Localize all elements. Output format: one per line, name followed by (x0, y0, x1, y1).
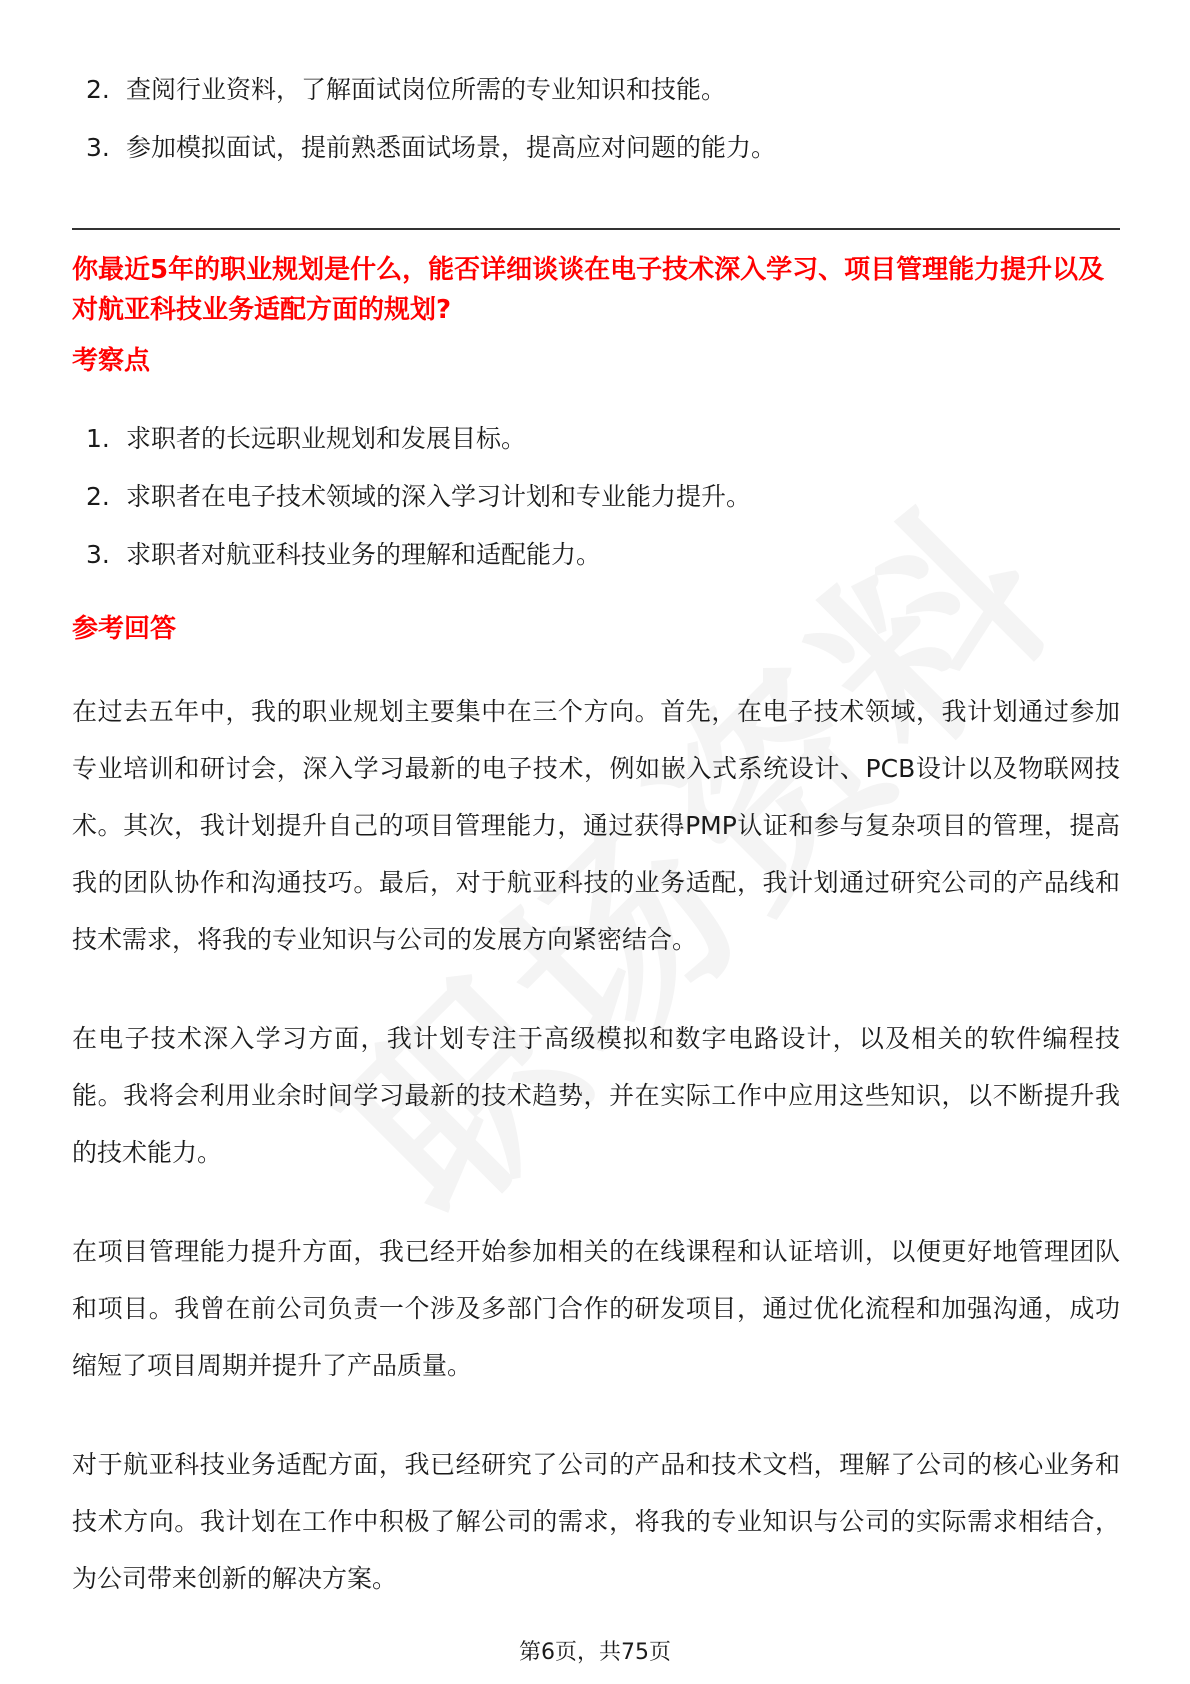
previous-answer-list (72, 70, 776, 186)
list-item (72, 70, 776, 110)
assessment-points-heading: 考察点 (72, 346, 151, 376)
answer-paragraph: 在电子技术深入学习方面，我计划专注于高级模拟和数字电路设计，以及相关的软件编程技能。我将会利用业余时间学习最新的技术趋势，并在实际工作中应用这些知识，以不断提升我的技术能力。 (72, 1024, 1120, 1167)
list-item-text: 参加模拟面试，提前熟悉面试场景，提高应对问题的能力。 (126, 133, 777, 162)
answer-paragraph: 对于航亚科技业务适配方面，我已经研究了公司的产品和技术文档，理解了公司的核心业务和技术方向。我计划在工作中积极了解公司的需求，将我的专业知识与公司的实际需求相结合，为公司带来创新的解决方案。 (72, 1450, 1120, 1593)
assessment-points-list (72, 419, 751, 593)
list-item-text: 查阅行业资料，了解面试岗位所需的专业知识和技能。 (126, 75, 727, 104)
list-item (72, 128, 776, 168)
list-item (72, 477, 751, 517)
reference-answer-heading: 参考回答 (72, 614, 177, 644)
list-item-number: 3. (86, 133, 110, 162)
reference-answer-body (72, 683, 1120, 1649)
list-item-text: 求职者在电子技术领域的深入学习计划和专业能力提升。 (126, 482, 752, 511)
answer-paragraph: 在过去五年中，我的职业规划主要集中在三个方向。首先，在电子技术领域，我计划通过参加专业培训和研讨会，深入学习最新的电子技术，例如嵌入式系统设计、PCB设计以及物联网技术。其次，我计划提升自己的项目管理能力，通过获得PMP认证和参与复杂项目的管理，提高我的团队协作和沟通技巧。最后，对于航亚科技的业务适配，我计划通过研究公司的产品线和技术需求，将我的专业知识与公司的发展方向紧密结合。 (72, 697, 1120, 954)
list-item-number: 1. (86, 424, 110, 453)
page-footer: 第6页，共75页 (519, 1640, 671, 1665)
interview-question: 你最近5年的职业规划是什么，能否详细谈谈在电子技术深入学习、项目管理能力提升以及对航亚科技业务适配方面的规划? (72, 255, 1105, 325)
list-item-text: 求职者的长远职业规划和发展目标。 (126, 424, 527, 453)
answer-paragraph: 在项目管理能力提升方面，我已经开始参加相关的在线课程和认证培训，以便更好地管理团队和项目。我曾在前公司负责一个涉及多部门合作的研发项目，通过优化流程和加强沟通，成功缩短了项目周期并提升了产品质量。 (72, 1237, 1120, 1380)
list-item-text: 求职者对航亚科技业务的理解和适配能力。 (126, 540, 602, 569)
list-item (72, 535, 751, 575)
list-item-number: 3. (86, 540, 110, 569)
list-item (72, 419, 751, 459)
list-item-number: 2. (86, 482, 110, 511)
list-item-number: 2. (86, 75, 110, 104)
section-divider (72, 228, 1120, 230)
